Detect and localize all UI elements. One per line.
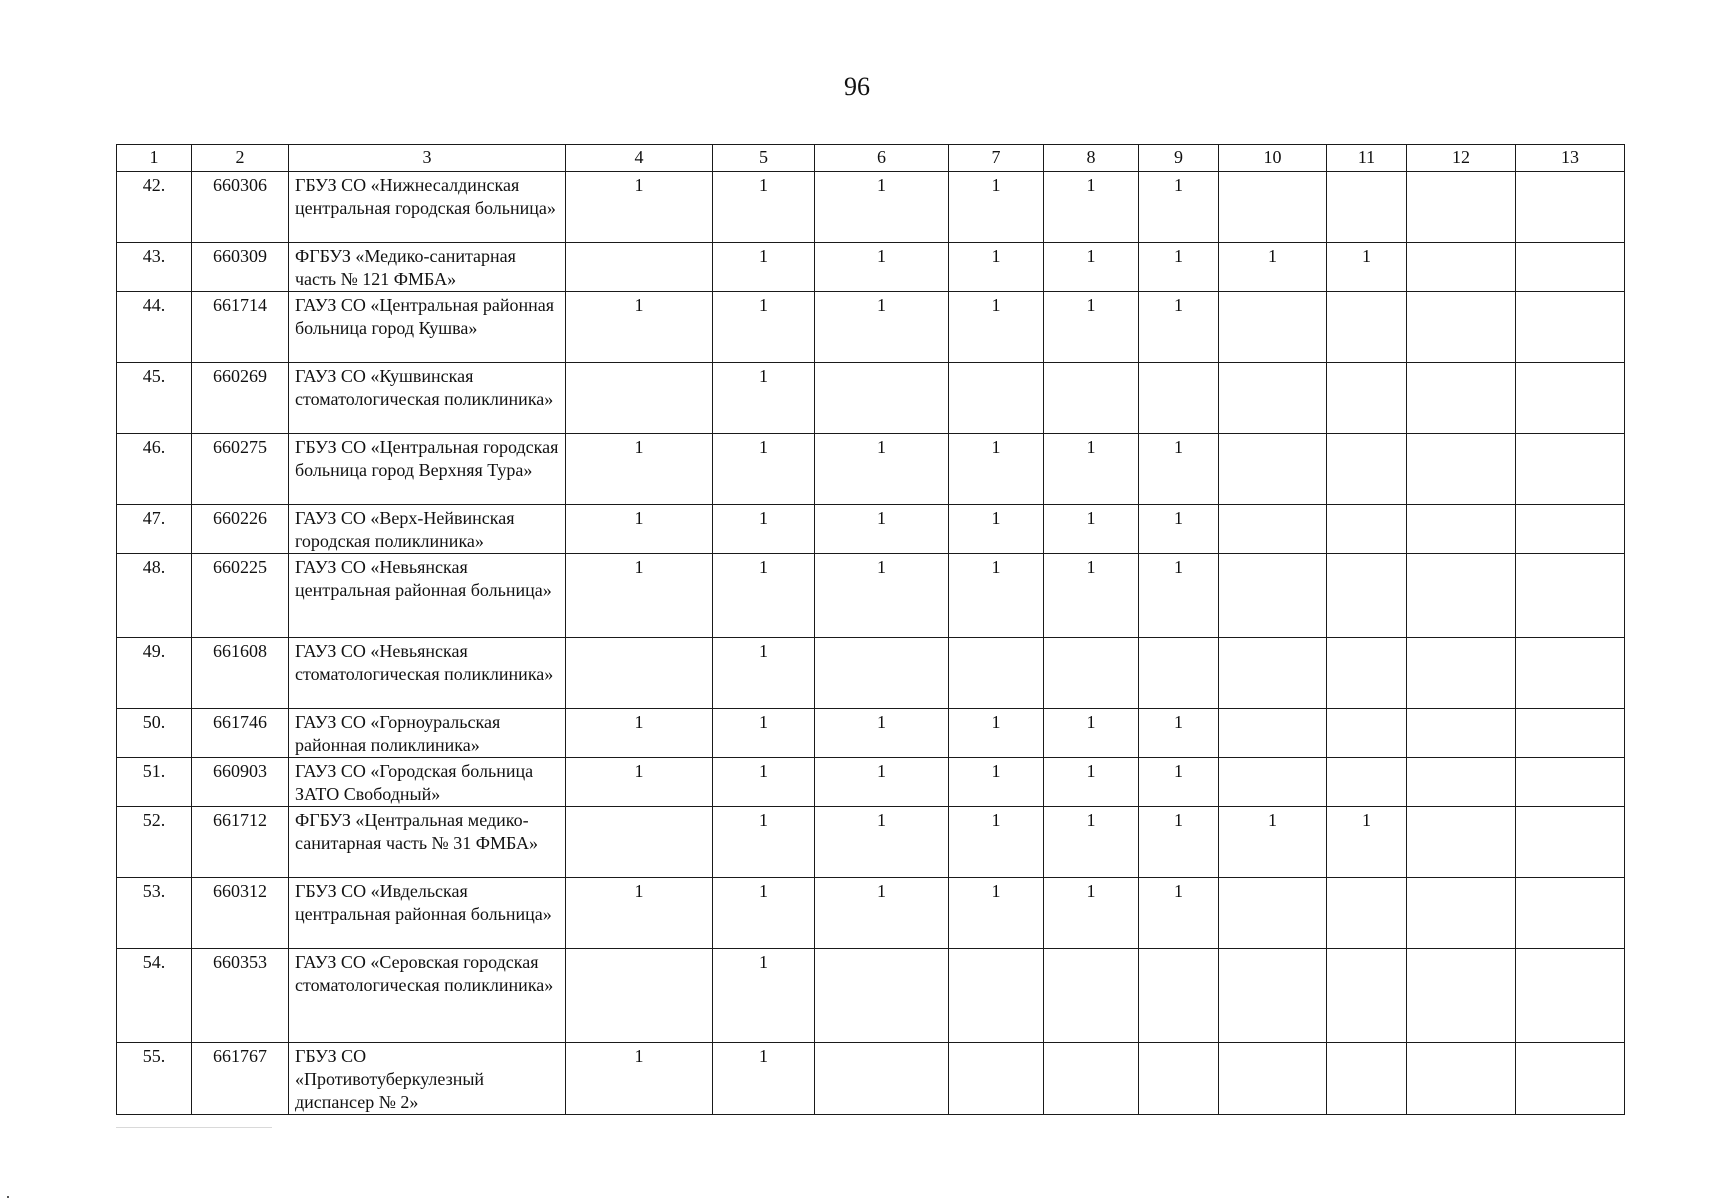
value-cell-col-9: 1 — [1139, 434, 1219, 505]
organization-code: 660353 — [192, 949, 289, 1043]
value-cell-col-7 — [949, 949, 1044, 1043]
organization-name: ФГБУЗ «Медико-санитарная часть № 121 ФМБА» — [289, 243, 566, 292]
value-cell-col-7: 1 — [949, 505, 1044, 554]
value-cell-col-13 — [1516, 1043, 1625, 1115]
value-cell-col-4: 1 — [566, 758, 713, 807]
value-cell-col-8 — [1044, 949, 1139, 1043]
value-cell-col-11: 1 — [1327, 807, 1407, 878]
value-cell-col-12 — [1407, 709, 1516, 758]
value-cell-col-13 — [1516, 172, 1625, 243]
value-cell-col-9 — [1139, 949, 1219, 1043]
value-cell-col-13 — [1516, 434, 1625, 505]
value-cell-col-9: 1 — [1139, 758, 1219, 807]
value-cell-col-5: 1 — [713, 758, 815, 807]
column-header-8: 8 — [1044, 145, 1139, 172]
value-cell-col-5: 1 — [713, 709, 815, 758]
column-header-11: 11 — [1327, 145, 1407, 172]
value-cell-col-11 — [1327, 758, 1407, 807]
value-cell-col-11 — [1327, 949, 1407, 1043]
value-cell-col-13 — [1516, 878, 1625, 949]
value-cell-col-5: 1 — [713, 172, 815, 243]
value-cell-col-11 — [1327, 638, 1407, 709]
value-cell-col-11 — [1327, 878, 1407, 949]
value-cell-col-5: 1 — [713, 807, 815, 878]
row-number: 49. — [117, 638, 192, 709]
row-number: 46. — [117, 434, 192, 505]
value-cell-col-10 — [1219, 363, 1327, 434]
value-cell-col-6 — [815, 638, 949, 709]
value-cell-col-5: 1 — [713, 292, 815, 363]
value-cell-col-9: 1 — [1139, 878, 1219, 949]
organization-name: ГАУЗ СО «Центральная районная больница город Кушва» — [289, 292, 566, 363]
value-cell-col-11 — [1327, 363, 1407, 434]
value-cell-col-8: 1 — [1044, 709, 1139, 758]
value-cell-col-12 — [1407, 243, 1516, 292]
value-cell-col-10 — [1219, 554, 1327, 638]
value-cell-col-7: 1 — [949, 878, 1044, 949]
organization-name: ГАУЗ СО «Городская больница ЗАТО Свободный» — [289, 758, 566, 807]
column-header-1: 1 — [117, 145, 192, 172]
value-cell-col-12 — [1407, 807, 1516, 878]
table-body — [117, 172, 1625, 1115]
value-cell-col-6: 1 — [815, 434, 949, 505]
value-cell-col-11 — [1327, 505, 1407, 554]
value-cell-col-8: 1 — [1044, 292, 1139, 363]
value-cell-col-6: 1 — [815, 709, 949, 758]
value-cell-col-8: 1 — [1044, 758, 1139, 807]
value-cell-col-6: 1 — [815, 505, 949, 554]
value-cell-col-9: 1 — [1139, 709, 1219, 758]
table-row — [117, 1043, 1625, 1115]
value-cell-col-10 — [1219, 172, 1327, 243]
value-cell-col-10 — [1219, 709, 1327, 758]
organization-name: ГАУЗ СО «Серовская городская стоматологическая поликлиника» — [289, 949, 566, 1043]
value-cell-col-5: 1 — [713, 363, 815, 434]
value-cell-col-7: 1 — [949, 172, 1044, 243]
value-cell-col-6: 1 — [815, 807, 949, 878]
organization-code: 660309 — [192, 243, 289, 292]
table-row — [117, 292, 1625, 363]
value-cell-col-12 — [1407, 434, 1516, 505]
value-cell-col-10: 1 — [1219, 243, 1327, 292]
organization-code: 660225 — [192, 554, 289, 638]
row-number: 47. — [117, 505, 192, 554]
table-row — [117, 434, 1625, 505]
value-cell-col-8 — [1044, 1043, 1139, 1115]
value-cell-col-4 — [566, 807, 713, 878]
table-row — [117, 243, 1625, 292]
value-cell-col-8: 1 — [1044, 172, 1139, 243]
value-cell-col-12 — [1407, 758, 1516, 807]
organization-code: 660269 — [192, 363, 289, 434]
organization-name: ГАУЗ СО «Верх-Нейвинская городская поликлиника» — [289, 505, 566, 554]
page-number: 96 — [844, 72, 870, 101]
row-number: 44. — [117, 292, 192, 363]
table-row — [117, 709, 1625, 758]
value-cell-col-5: 1 — [713, 243, 815, 292]
row-number: 51. — [117, 758, 192, 807]
value-cell-col-4: 1 — [566, 172, 713, 243]
organization-name: ГАУЗ СО «Невьянская стоматологическая поликлиника» — [289, 638, 566, 709]
value-cell-col-4: 1 — [566, 434, 713, 505]
value-cell-col-7: 1 — [949, 709, 1044, 758]
value-cell-col-13 — [1516, 505, 1625, 554]
organization-code: 661608 — [192, 638, 289, 709]
column-header-6: 6 — [815, 145, 949, 172]
row-number: 54. — [117, 949, 192, 1043]
scan-speck — [7, 1196, 9, 1198]
organization-name: ГБУЗ СО «Нижнесалдинская центральная городская больница» — [289, 172, 566, 243]
value-cell-col-9: 1 — [1139, 505, 1219, 554]
value-cell-col-12 — [1407, 638, 1516, 709]
row-number: 52. — [117, 807, 192, 878]
value-cell-col-4: 1 — [566, 878, 713, 949]
table-row — [117, 505, 1625, 554]
column-header-9: 9 — [1139, 145, 1219, 172]
value-cell-col-13 — [1516, 292, 1625, 363]
organization-code: 661746 — [192, 709, 289, 758]
value-cell-col-6: 1 — [815, 554, 949, 638]
value-cell-col-12 — [1407, 1043, 1516, 1115]
value-cell-col-11 — [1327, 172, 1407, 243]
value-cell-col-4: 1 — [566, 1043, 713, 1115]
value-cell-col-12 — [1407, 554, 1516, 638]
organization-name: ГАУЗ СО «Невьянская центральная районная больница» — [289, 554, 566, 638]
column-header-2: 2 — [192, 145, 289, 172]
value-cell-col-6 — [815, 1043, 949, 1115]
value-cell-col-10 — [1219, 434, 1327, 505]
value-cell-col-6 — [815, 363, 949, 434]
value-cell-col-6: 1 — [815, 292, 949, 363]
organization-name: ГБУЗ СО «Ивдельская центральная районная больница» — [289, 878, 566, 949]
value-cell-col-6: 1 — [815, 878, 949, 949]
organization-code: 660903 — [192, 758, 289, 807]
row-number: 42. — [117, 172, 192, 243]
value-cell-col-11 — [1327, 1043, 1407, 1115]
value-cell-col-10 — [1219, 878, 1327, 949]
value-cell-col-7 — [949, 638, 1044, 709]
value-cell-col-9: 1 — [1139, 292, 1219, 363]
value-cell-col-11 — [1327, 709, 1407, 758]
value-cell-col-8: 1 — [1044, 243, 1139, 292]
value-cell-col-6: 1 — [815, 172, 949, 243]
value-cell-col-12 — [1407, 505, 1516, 554]
value-cell-col-8 — [1044, 638, 1139, 709]
value-cell-col-6 — [815, 949, 949, 1043]
value-cell-col-4 — [566, 363, 713, 434]
value-cell-col-12 — [1407, 292, 1516, 363]
organization-code: 660226 — [192, 505, 289, 554]
value-cell-col-13 — [1516, 758, 1625, 807]
value-cell-col-4: 1 — [566, 292, 713, 363]
value-cell-col-5: 1 — [713, 505, 815, 554]
value-cell-col-10 — [1219, 292, 1327, 363]
value-cell-col-9: 1 — [1139, 243, 1219, 292]
value-cell-col-10 — [1219, 1043, 1327, 1115]
row-number: 50. — [117, 709, 192, 758]
value-cell-col-7: 1 — [949, 554, 1044, 638]
column-header-4: 4 — [566, 145, 713, 172]
value-cell-col-12 — [1407, 878, 1516, 949]
column-header-12: 12 — [1407, 145, 1516, 172]
organization-name: ГАУЗ СО «Горноуральская районная поликлиника» — [289, 709, 566, 758]
value-cell-col-7 — [949, 1043, 1044, 1115]
value-cell-col-11 — [1327, 554, 1407, 638]
column-header-13: 13 — [1516, 145, 1625, 172]
data-table — [116, 144, 1625, 1115]
value-cell-col-8: 1 — [1044, 878, 1139, 949]
value-cell-col-5: 1 — [713, 434, 815, 505]
value-cell-col-6: 1 — [815, 243, 949, 292]
organization-code: 660312 — [192, 878, 289, 949]
value-cell-col-12 — [1407, 949, 1516, 1043]
organization-code: 661712 — [192, 807, 289, 878]
organization-code: 661714 — [192, 292, 289, 363]
value-cell-col-5: 1 — [713, 878, 815, 949]
value-cell-col-4: 1 — [566, 505, 713, 554]
value-cell-col-7 — [949, 363, 1044, 434]
value-cell-col-8: 1 — [1044, 505, 1139, 554]
table-row — [117, 363, 1625, 434]
value-cell-col-8: 1 — [1044, 807, 1139, 878]
organization-code: 660275 — [192, 434, 289, 505]
value-cell-col-6: 1 — [815, 758, 949, 807]
organization-name: ГБУЗ СО «Противотуберкулезный диспансер № 2» — [289, 1043, 566, 1115]
table-row — [117, 554, 1625, 638]
value-cell-col-4 — [566, 949, 713, 1043]
header-row — [117, 145, 1625, 172]
value-cell-col-13 — [1516, 243, 1625, 292]
table-row — [117, 878, 1625, 949]
value-cell-col-9 — [1139, 363, 1219, 434]
value-cell-col-8: 1 — [1044, 554, 1139, 638]
value-cell-col-13 — [1516, 638, 1625, 709]
value-cell-col-9: 1 — [1139, 172, 1219, 243]
value-cell-col-7: 1 — [949, 758, 1044, 807]
value-cell-col-5: 1 — [713, 638, 815, 709]
value-cell-col-13 — [1516, 363, 1625, 434]
organization-name: ГАУЗ СО «Кушвинская стоматологическая поликлиника» — [289, 363, 566, 434]
value-cell-col-5: 1 — [713, 554, 815, 638]
column-header-5: 5 — [713, 145, 815, 172]
row-number: 55. — [117, 1043, 192, 1115]
row-number: 53. — [117, 878, 192, 949]
faint-scan-line — [116, 1127, 272, 1128]
column-header-3: 3 — [289, 145, 566, 172]
value-cell-col-12 — [1407, 363, 1516, 434]
value-cell-col-7: 1 — [949, 292, 1044, 363]
organization-name: ФГБУЗ «Центральная медико-санитарная часть № 31 ФМБА» — [289, 807, 566, 878]
value-cell-col-9: 1 — [1139, 554, 1219, 638]
value-cell-col-4: 1 — [566, 554, 713, 638]
organization-code: 660306 — [192, 172, 289, 243]
value-cell-col-7: 1 — [949, 807, 1044, 878]
value-cell-col-7: 1 — [949, 243, 1044, 292]
value-cell-col-13 — [1516, 949, 1625, 1043]
table-row — [117, 172, 1625, 243]
value-cell-col-8 — [1044, 363, 1139, 434]
table-row — [117, 807, 1625, 878]
value-cell-col-9 — [1139, 638, 1219, 709]
value-cell-col-10 — [1219, 758, 1327, 807]
value-cell-col-11 — [1327, 292, 1407, 363]
value-cell-col-8: 1 — [1044, 434, 1139, 505]
value-cell-col-10 — [1219, 949, 1327, 1043]
value-cell-col-11: 1 — [1327, 243, 1407, 292]
value-cell-col-9 — [1139, 1043, 1219, 1115]
value-cell-col-12 — [1407, 172, 1516, 243]
value-cell-col-10: 1 — [1219, 807, 1327, 878]
table-row — [117, 758, 1625, 807]
value-cell-col-4: 1 — [566, 709, 713, 758]
value-cell-col-5: 1 — [713, 949, 815, 1043]
organization-code: 661767 — [192, 1043, 289, 1115]
value-cell-col-7: 1 — [949, 434, 1044, 505]
value-cell-col-11 — [1327, 434, 1407, 505]
value-cell-col-4 — [566, 243, 713, 292]
value-cell-col-5: 1 — [713, 1043, 815, 1115]
value-cell-col-10 — [1219, 638, 1327, 709]
row-number: 43. — [117, 243, 192, 292]
column-header-10: 10 — [1219, 145, 1327, 172]
value-cell-col-13 — [1516, 709, 1625, 758]
value-cell-col-10 — [1219, 505, 1327, 554]
row-number: 48. — [117, 554, 192, 638]
value-cell-col-9: 1 — [1139, 807, 1219, 878]
table-row — [117, 638, 1625, 709]
value-cell-col-13 — [1516, 554, 1625, 638]
table-row — [117, 949, 1625, 1043]
organization-name: ГБУЗ СО «Центральная городская больница город Верхняя Тура» — [289, 434, 566, 505]
row-number: 45. — [117, 363, 192, 434]
value-cell-col-4 — [566, 638, 713, 709]
column-header-7: 7 — [949, 145, 1044, 172]
value-cell-col-13 — [1516, 807, 1625, 878]
